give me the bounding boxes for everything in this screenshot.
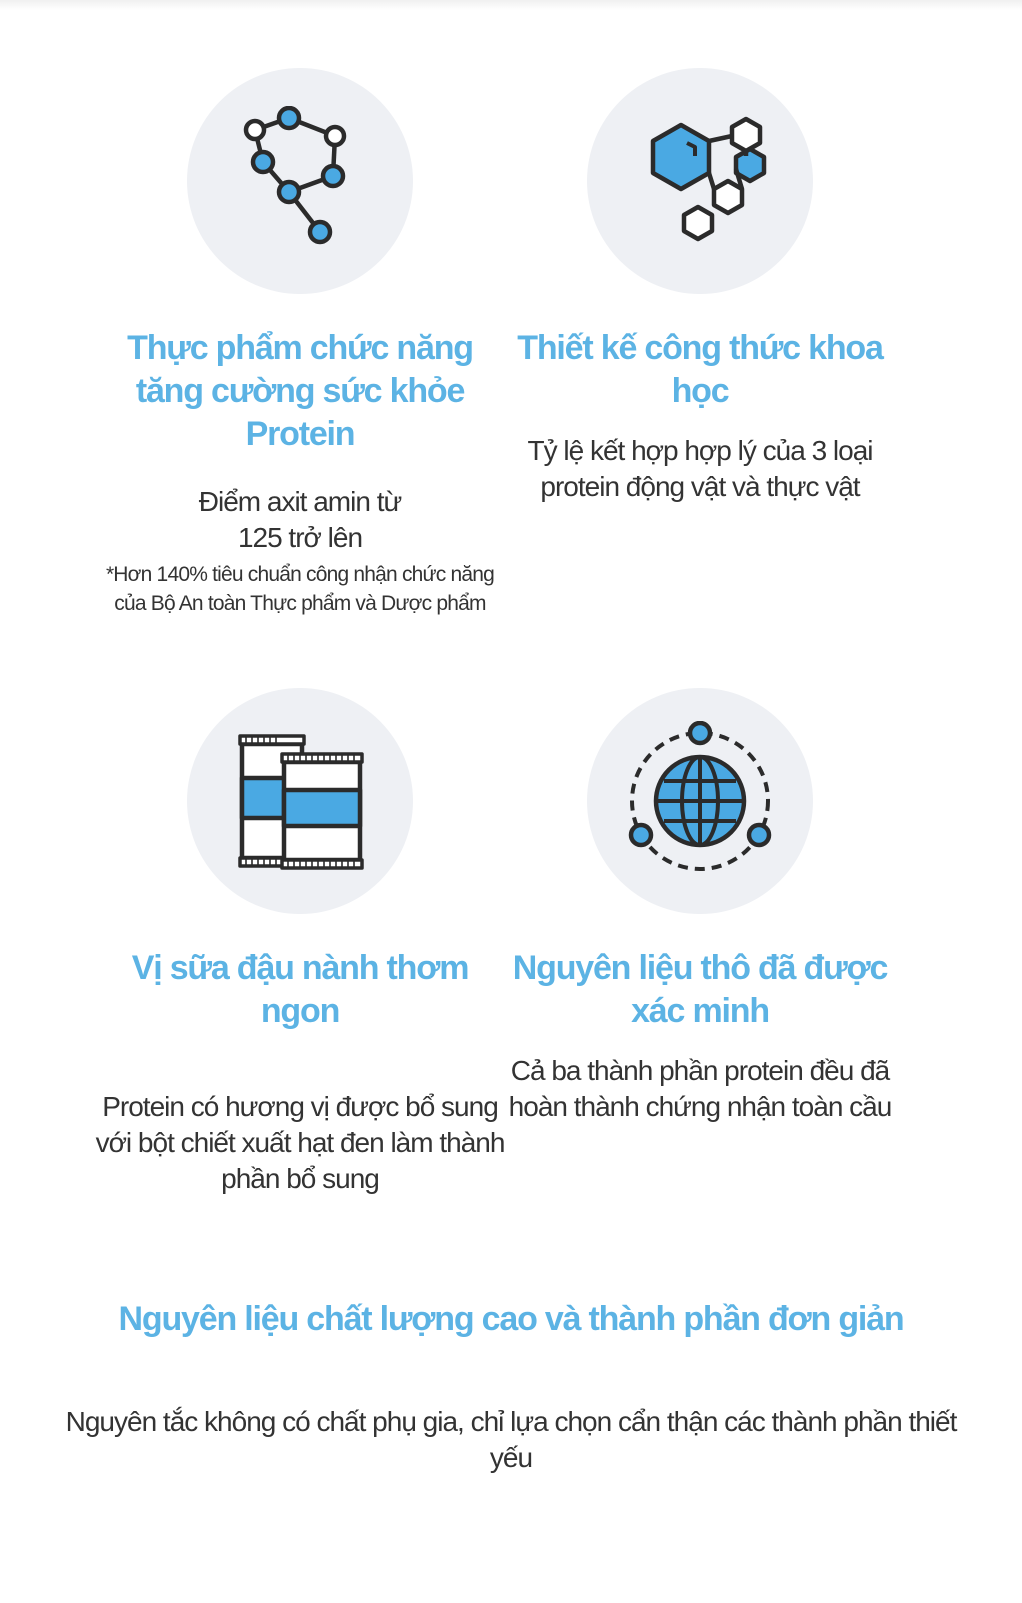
icon-circle [587,688,813,914]
feature-desc: Cả ba thành phần protein đều đã hoàn thành chứng nhận toàn cầu [508,1055,892,1122]
feature-card-protein [95,68,505,618]
icon-circle [187,68,413,294]
feature-desc [95,484,505,556]
feature-card-certified [495,688,905,1125]
feature-desc: Protein có hương vị được bổ sung với bột chiết xuất hạt đen làm thành phần bổ sung [95,1091,505,1194]
summary-title: Nguyên liệu chất lượng cao và thành phần đơn giản [118,1300,904,1338]
feature-desc-line: Điểm axit amin từ [198,486,402,517]
molecule-chain-icon [225,106,375,256]
feature-footnote: *Hơn 140% tiêu chuẩn công nhận chức năng của Bộ An toàn Thực phẩm và Dược phẩm [105,563,495,615]
feature-title: Vị sữa đậu nành thơm ngon [131,949,469,1030]
feature-title: Thực phẩm chức năng tăng cường sức khỏe Protein [127,329,473,453]
summary-desc: Nguyên tắc không có chất phụ gia, chỉ lựa chọn cẩn thận các thành phần thiết yếu [65,1406,957,1473]
top-strip [0,0,1022,10]
globe-orbit-icon [620,721,780,881]
feature-title: Thiết kế công thức khoa học [517,329,883,410]
protein-packs-icon [230,726,370,876]
feature-desc-line: 125 trở lên [237,522,363,553]
feature-card-flavor [95,688,505,1197]
icon-circle [587,68,813,294]
hexagon-molecule-icon [625,106,775,256]
feature-card-formula [495,68,905,505]
feature-title: Nguyên liệu thô đã được xác minh [512,949,888,1030]
feature-desc: Tỷ lệ kết hợp hợp lý của 3 loại protein động vật và thực vật [527,435,873,502]
icon-circle [187,688,413,914]
